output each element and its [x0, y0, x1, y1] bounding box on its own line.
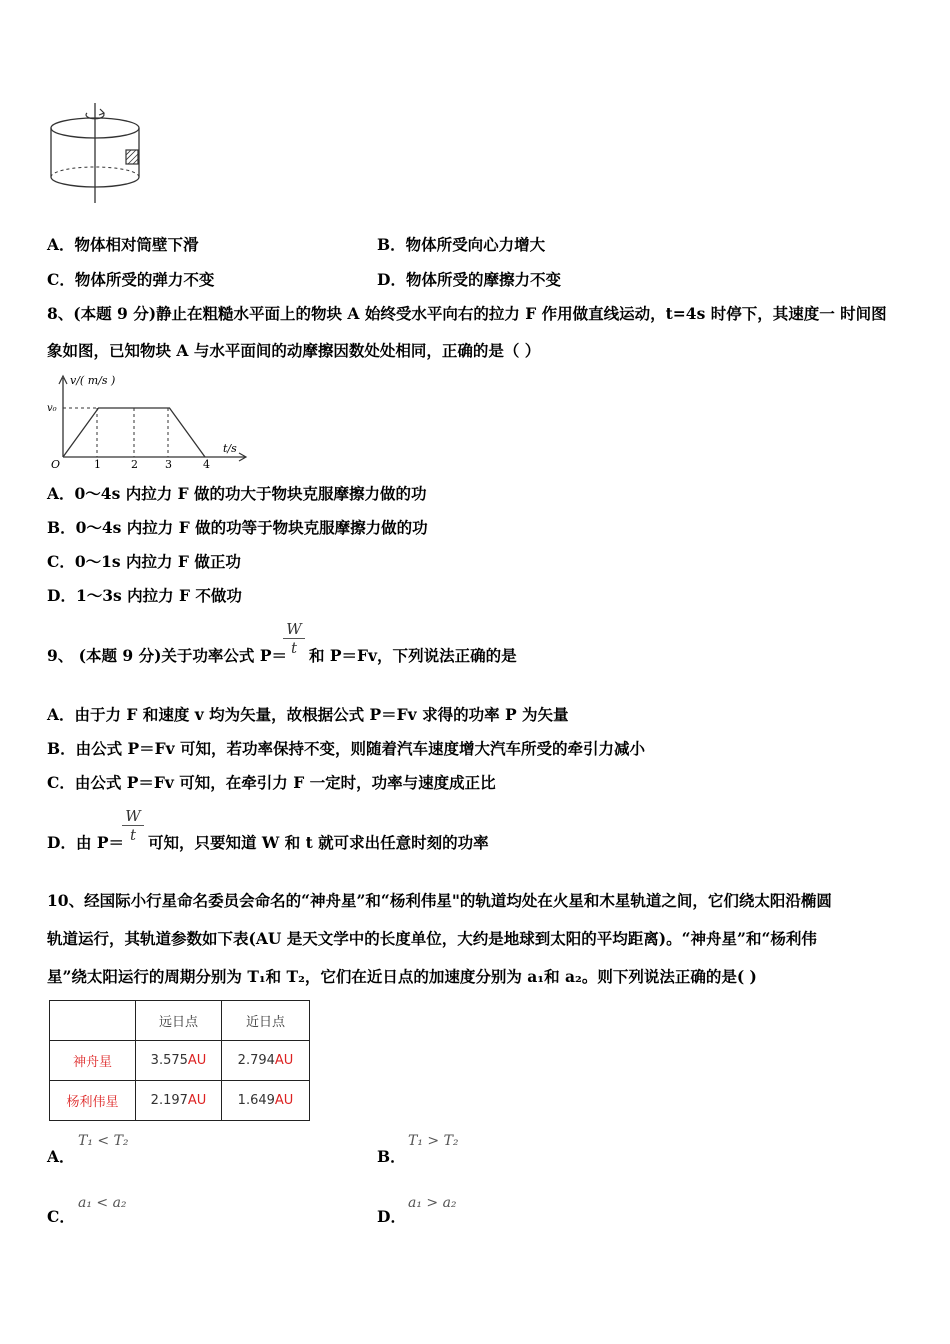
q10-option-d-label[interactable]: D．: [377, 1207, 406, 1226]
q9-stem-post: 和 P＝Fv，下列说法正确的是: [309, 646, 517, 665]
table-row: [50, 1081, 310, 1121]
q8-stem-line2: 象如图，已知物块 A 与水平面间的动摩擦因数处处相同，正确的是（ ）: [47, 341, 541, 360]
table-header-cell: [50, 1001, 136, 1041]
q9-option-c[interactable]: C．由公式 P＝Fv 可知，在牵引力 F 一定时，功率与速度成正比: [47, 773, 496, 792]
q10-option-b-math: T₁ > T₂: [408, 1133, 459, 1149]
q9-stem-fraction: [283, 620, 305, 657]
graph-tick-4: 4: [203, 458, 210, 471]
fraction-numerator: W: [125, 807, 141, 825]
q8-stem-line1: 8、(本题 9 分)静止在粗糙水平面上的物块 A 始终受水平向右的拉力 F 作用做直线运动，t=4s 时停下，其速度一 时间图: [47, 304, 887, 323]
table-cell-name: 神舟星: [50, 1041, 136, 1081]
table-cell-near: 1.649AU: [222, 1081, 310, 1121]
q8-option-a[interactable]: A．0～4s 内拉力 F 做的功大于物块克服摩擦力做的功: [47, 484, 427, 503]
graph-x-label: t/s: [223, 442, 237, 455]
table-cell-name: 杨利伟星: [50, 1081, 136, 1121]
q7-option-a[interactable]: A．物体相对筒壁下滑: [47, 235, 199, 254]
fraction-numerator: W: [286, 620, 302, 638]
q9-option-d-fraction: [122, 807, 144, 844]
q9-option-b[interactable]: B．由公式 P＝Fv 可知，若功率保持不变，则随着汽车速度增大汽车所受的牵引力减小: [47, 739, 646, 758]
q9-stem-pre: 9、 (本题 9 分)关于功率公式 P＝: [47, 646, 287, 665]
table-header-cell: 近日点: [222, 1001, 310, 1041]
q8-option-c[interactable]: C．0～1s 内拉力 F 做正功: [47, 552, 241, 571]
graph-tick-1: 1: [94, 458, 101, 471]
q7-option-b[interactable]: B．物体所受向心力增大: [377, 235, 546, 254]
q10-option-a-label[interactable]: A．: [47, 1147, 75, 1166]
q9-option-d-pre[interactable]: D．由 P＝: [47, 833, 124, 852]
orbit-parameters-table: [49, 1000, 310, 1121]
q8-option-d[interactable]: D．1～3s 内拉力 F 不做功: [47, 586, 242, 605]
q10-option-c-label[interactable]: C．: [47, 1207, 75, 1226]
graph-v0-label: v₀: [47, 403, 57, 414]
q9-option-a[interactable]: A．由于力 F 和速度 v 均为矢量，故根据公式 P＝Fv 求得的功率 P 为矢量: [47, 705, 569, 724]
table-header-cell: 远日点: [136, 1001, 222, 1041]
graph-origin: O: [51, 458, 61, 471]
q7-option-d[interactable]: D．物体所受的摩擦力不变: [377, 270, 561, 289]
q10-option-b-label[interactable]: B．: [377, 1147, 406, 1166]
graph-tick-2: 2: [131, 458, 138, 471]
q10-option-a-math: T₁ < T₂: [78, 1133, 129, 1149]
table-cell-far: 2.197AU: [136, 1081, 222, 1121]
q10-stem-line3: 星”绕太阳运行的周期分别为 T₁和 T₂，它们在近日点的加速度分别为 a₁和 a₂。则下列说法正确的是( ): [47, 967, 757, 986]
q7-option-c[interactable]: C．物体所受的弹力不变: [47, 270, 215, 289]
fraction-denominator: t: [122, 825, 144, 844]
q10-option-c-math: a₁ < a₂: [78, 1195, 127, 1211]
q10-stem-line1: 10、经国际小行星命名委员会命名的“神舟星”和“杨利伟星"的轨道均处在火星和木星轨道之间，它们绕太阳沿椭圆: [47, 891, 832, 910]
q10-stem-line2: 轨道运行，其轨道参数如下表(AU 是天文学中的长度单位，大约是地球到太阳的平均距离)。“神舟星”和“杨利伟: [47, 929, 817, 948]
table-header-row: [50, 1001, 310, 1041]
q10-option-d-math: a₁ > a₂: [408, 1195, 457, 1211]
table-row: [50, 1041, 310, 1081]
q9-option-d-post[interactable]: 可知，只要知道 W 和 t 就可求出任意时刻的功率: [148, 833, 489, 852]
graph-y-label: v/( m/s ): [70, 374, 116, 387]
table-cell-near: 2.794AU: [222, 1041, 310, 1081]
fraction-denominator: t: [283, 638, 305, 657]
q8-velocity-time-graph: [45, 372, 255, 472]
graph-tick-3: 3: [165, 458, 172, 471]
table-cell-far: 3.575AU: [136, 1041, 222, 1081]
rotating-cylinder-figure: [40, 95, 150, 210]
q8-option-b[interactable]: B．0～4s 内拉力 F 做的功等于物块克服摩擦力做的功: [47, 518, 428, 537]
